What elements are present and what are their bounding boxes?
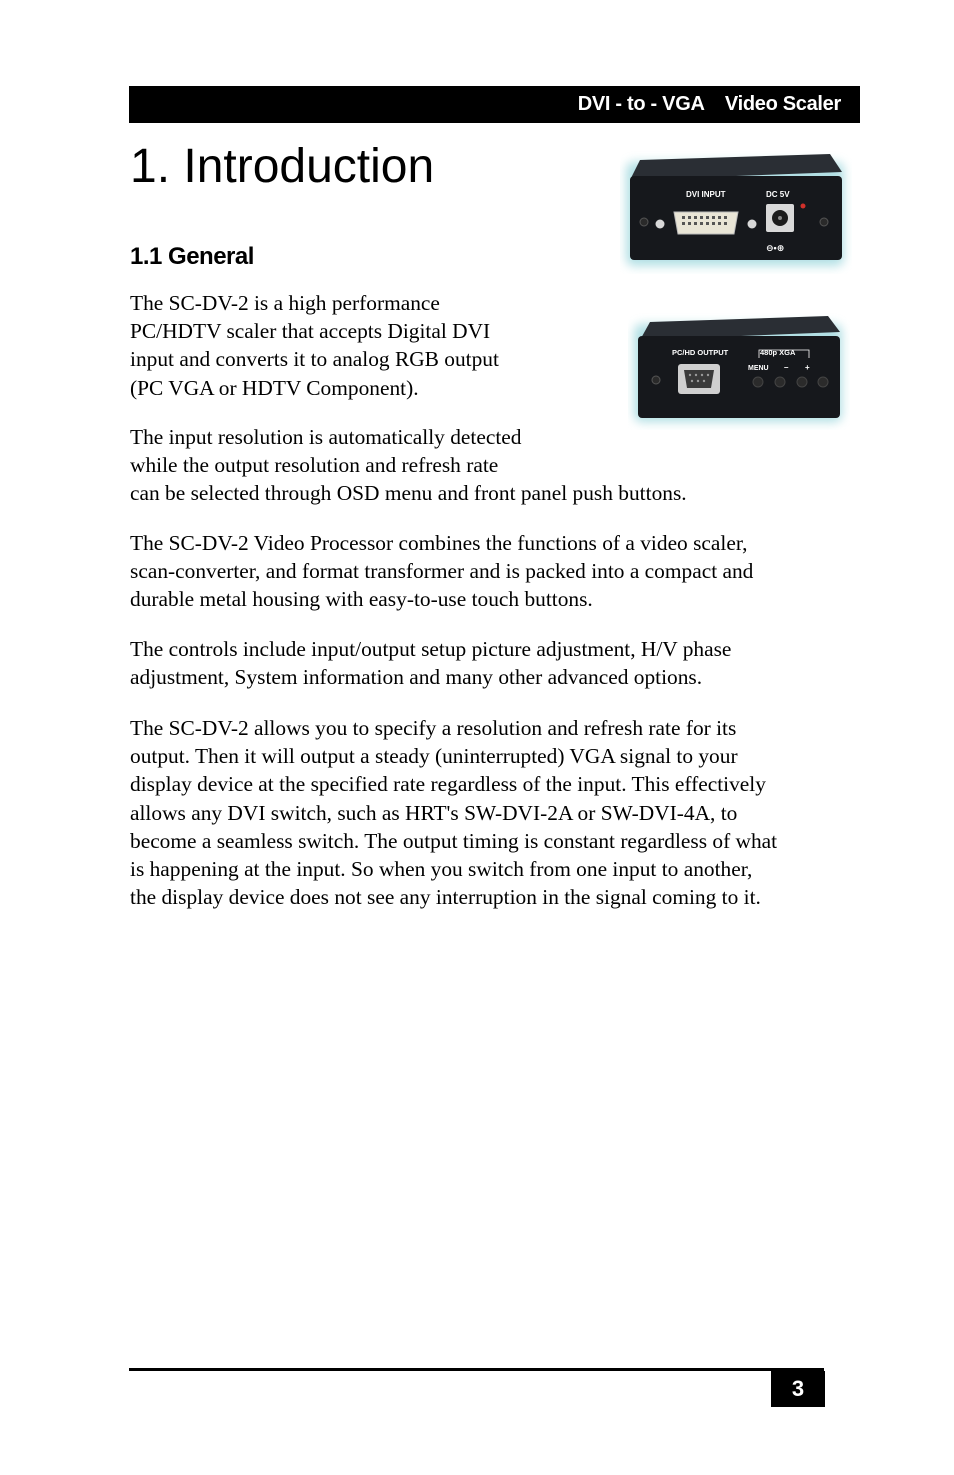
paragraph-line: The SC-DV-2 is a high performance xyxy=(130,291,440,315)
dvi-input-label: DVI INPUT xyxy=(686,190,726,199)
paragraph-2 xyxy=(130,423,687,508)
paragraph-line: while the output resolution and refresh rate xyxy=(130,453,499,478)
paragraph-line: allows any DVI switch, such as HRT's SW-DVI-2A or SW-DVI-4A, to xyxy=(130,800,738,825)
plus-label: + xyxy=(805,363,810,372)
paragraph-line: is happening at the input. So when you switch from one input to another, xyxy=(130,857,753,882)
minus-label: – xyxy=(784,363,789,372)
paragraph-line: can be selected through OSD menu and front panel push buttons. xyxy=(130,481,687,506)
paragraph-line: The SC-DV-2 Video Processor combines the functions of a video scaler, xyxy=(130,531,748,555)
paragraph-line: become a seamless switch. The output timing is constant regardless of what xyxy=(130,828,778,853)
resolution-label: 480p XGA xyxy=(760,348,796,357)
paragraph-line: PC/HDTV scaler that accepts Digital DVI xyxy=(130,319,491,344)
paragraph-line: The SC-DV-2 allows you to specify a resolution and refresh rate for its xyxy=(130,716,737,740)
paragraph-line: the display device does not see any interruption in the signal coming to it. xyxy=(130,885,761,910)
paragraph-line: durable metal housing with easy-to-use touch buttons. xyxy=(130,587,593,612)
chapter-title: 1. Introduction xyxy=(130,140,435,193)
pc-hd-output-label: PC/HD OUTPUT xyxy=(672,348,729,357)
paragraph-line: display device at the specified rate regardless of the input. This effectively xyxy=(130,772,766,797)
paragraph-line: input and converts it to analog RGB output xyxy=(130,347,499,372)
paragraph-line: The controls include input/output setup picture adjustment, H/V phase xyxy=(130,637,732,661)
polarity-symbol: ⊖•⊕ xyxy=(766,243,785,253)
paragraph-line: scan-converter, and format transformer and is packed into a compact and xyxy=(130,559,754,584)
paragraph-line: (PC VGA or HDTV Component). xyxy=(130,375,419,400)
paragraph-line: The input resolution is automatically detected xyxy=(130,425,522,449)
device-photo-input-panel xyxy=(620,150,852,274)
section-heading: 1.1 General xyxy=(130,243,254,270)
running-header xyxy=(129,86,860,123)
paragraph-line: output. Then it will output a steady (uninterrupted) VGA signal to your xyxy=(130,744,738,769)
paragraph-5 xyxy=(130,714,777,911)
dc-5v-label: DC 5V xyxy=(766,190,790,199)
paragraph-3 xyxy=(130,529,753,614)
paragraph-line: adjustment, System information and many other advanced options. xyxy=(130,665,703,690)
device-photo-output-panel xyxy=(628,312,850,430)
running-header-title: DVI - to - VGA Video Scaler xyxy=(577,93,841,115)
page-number: 3 xyxy=(771,1371,825,1407)
menu-label: MENU xyxy=(748,365,769,372)
footer-rule xyxy=(129,1368,824,1371)
paragraph-1 xyxy=(130,289,499,402)
paragraph-4 xyxy=(130,635,731,691)
